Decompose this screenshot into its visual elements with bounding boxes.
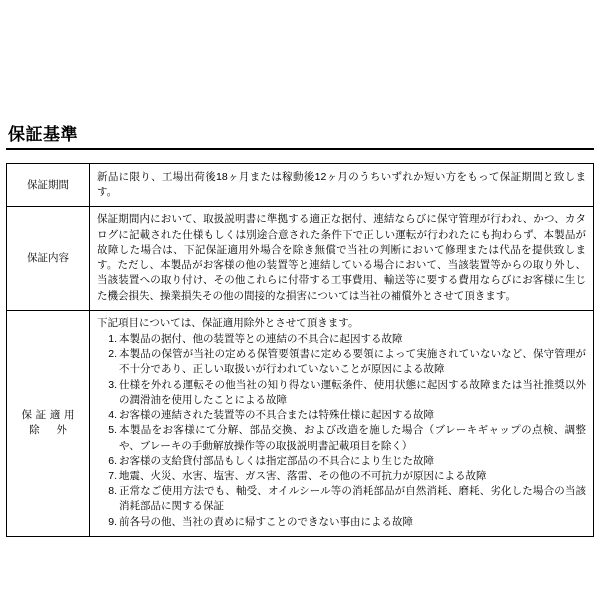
- table-row-warranty-period: [7, 164, 594, 207]
- row-label-text-line1: 保証適用: [21, 409, 79, 422]
- list-item: 本製品の据付、他の装置等との連結の不具合に起因する故障: [119, 332, 403, 345]
- page-title: 保証基準: [8, 125, 78, 144]
- row-content-warranty-content: 保証期間内において、取扱説明書に準拠する適正な据付、連結ならびに保守管理が行われ、かつ、カタログに記載された仕様もしくは別途合意された条件下で正しい運転が行われたにも拘わらず、本製品が故障した場合は、下記保証適用外場合を除き無償で当社の判断において修理または代品を提供致します。ただし、本製品がお客様の他の装置等と連結している場合において、当該装置等からの取り外し、当該装置への取り付け、その他これらに付帯する工事費用、輸送等に要する費用ならびにお客様に生じた機会損失、操業損失その他の間接的な損害については当社の補償外とさせて頂きます。: [90, 207, 594, 310]
- list-item: 地震、火災、水害、塩害、ガス害、落雷、その他の不可抗力が原因による故障: [119, 469, 487, 482]
- warranty-table: [6, 163, 594, 537]
- row-content-warranty-exclusions: [90, 310, 594, 536]
- row-label-text: 保証期間: [27, 178, 69, 191]
- row-label-text-line2: 除 外: [29, 424, 71, 437]
- row-label-warranty-period: [7, 164, 90, 207]
- table-row-warranty-exclusions: [7, 310, 594, 536]
- list-item: 本製品の保管が当社の定める保管要領書に定める要領によって実施されていないなど、保守管理が不十分であり、正しい取扱いが行われていないことが原因による故障: [119, 348, 586, 376]
- list-item: お客様の支給貸付部品もしくは指定部品の不具合により生じた故障: [119, 454, 434, 467]
- row-label-warranty-content: [7, 207, 90, 310]
- row-label-text: 保証内容: [27, 251, 69, 264]
- table-row-warranty-content: [7, 207, 594, 310]
- list-item: お客様の連結された装置等の不具合または特殊仕様に起因する故障: [119, 409, 434, 422]
- exclusions-list: [97, 332, 586, 530]
- list-item: 仕様を外れる運転その他当社の知り得ない運転条件、使用状態に起因する故障または当社推奨以外の潤滑油を使用したことによる故障: [119, 378, 586, 406]
- title-underline: [6, 148, 594, 150]
- row-content-warranty-period: 新品に限り、工場出荷後18ヶ月または稼動後12ヶ月のうちいずれか短い方をもって保証期間と致します。: [90, 164, 594, 207]
- list-item: 前各号の他、当社の責めに帰すことのできない事由による故障: [119, 515, 413, 528]
- list-item: 本製品をお客様にて分解、部品交換、および改造を施した場合（ブレーキギャップの点検、調整や、ブレーキの手動解放操作等の取扱説明書記載項目を除く）: [119, 424, 586, 452]
- list-item: 正常なご使用方法でも、軸受、オイルシール等の消耗部品が自然消耗、磨耗、劣化した場合の当該消耗部品に関する保証: [119, 485, 586, 513]
- row-label-warranty-exclusions: [7, 310, 90, 536]
- exclusions-lead-text: 下記項目については、保証適用除外とさせて頂きます。: [97, 316, 359, 329]
